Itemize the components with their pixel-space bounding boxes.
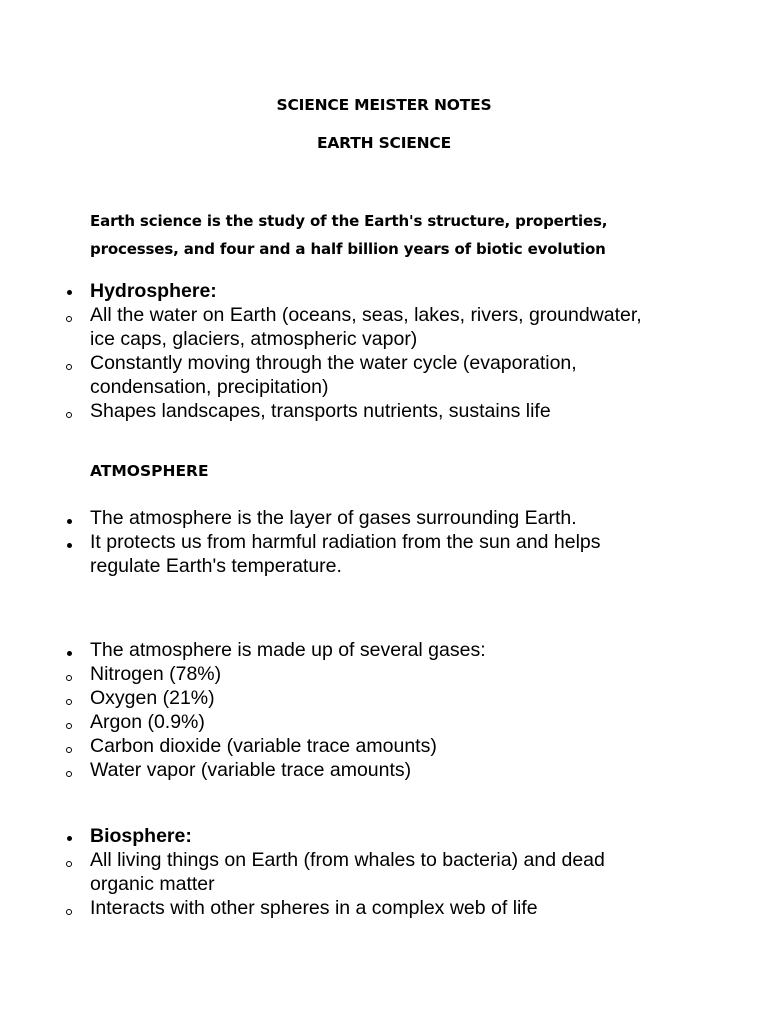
bullet-circle-icon [66, 316, 72, 322]
intro-line: processes, and four and a half billion years of biotic evolution [90, 240, 606, 258]
bullet-circle-icon [66, 861, 72, 867]
list-item-line: Interacts with other spheres in a complex web of life [90, 897, 538, 919]
list-item-line: All living things on Earth (from whales to bacteria) and dead [90, 849, 605, 871]
gas-item: Argon (0.9%) [90, 711, 205, 733]
gas-item: Carbon dioxide (variable trace amounts) [90, 735, 437, 757]
intro-paragraph [90, 207, 650, 263]
gas-item: Nitrogen (78%) [90, 663, 222, 685]
list-item-line: The atmosphere is the layer of gases surrounding Earth. [90, 507, 577, 529]
bullet-dot-icon [67, 519, 72, 524]
bullet-circle-icon [66, 412, 72, 418]
bullet-circle-icon [66, 909, 72, 915]
hydrosphere-heading: Hydrosphere: [90, 280, 217, 302]
list-item-line: condensation, precipitation) [90, 376, 329, 398]
list-item-line: regulate Earth's temperature. [90, 555, 342, 577]
gas-item: Water vapor (variable trace amounts) [90, 759, 412, 781]
document-subtitle: EARTH SCIENCE [317, 134, 451, 152]
list-item-line: Constantly moving through the water cycle (evaporation, [90, 352, 577, 374]
list-item-line: It protects us from harmful radiation from the sun and helps [90, 531, 601, 553]
atmosphere-heading: ATMOSPHERE [90, 462, 209, 480]
biosphere-heading: Biosphere: [90, 825, 192, 847]
intro-line: Earth science is the study of the Earth's structure, properties, [90, 212, 608, 230]
list-item-line: All the water on Earth (oceans, seas, lakes, rivers, groundwater, [90, 304, 642, 326]
bullet-circle-icon [66, 723, 72, 729]
gas-item: Oxygen (21%) [90, 687, 215, 709]
list-item-line: Shapes landscapes, transports nutrients, sustains life [90, 400, 551, 422]
list-item-line: ice caps, glaciers, atmospheric vapor) [90, 328, 418, 350]
gases-intro: The atmosphere is made up of several gases: [90, 639, 486, 661]
bullet-dot-icon [67, 836, 72, 841]
bullet-circle-icon [66, 771, 72, 777]
bullet-circle-icon [66, 675, 72, 681]
document-title: SCIENCE MEISTER NOTES [276, 96, 492, 114]
bullet-circle-icon [66, 699, 72, 705]
bullet-dot-icon [67, 543, 72, 548]
bullet-circle-icon [66, 364, 72, 370]
list-item-line: organic matter [90, 873, 215, 895]
bullet-dot-icon [67, 651, 72, 656]
bullet-circle-icon [66, 747, 72, 753]
bullet-dot-icon [67, 290, 72, 295]
